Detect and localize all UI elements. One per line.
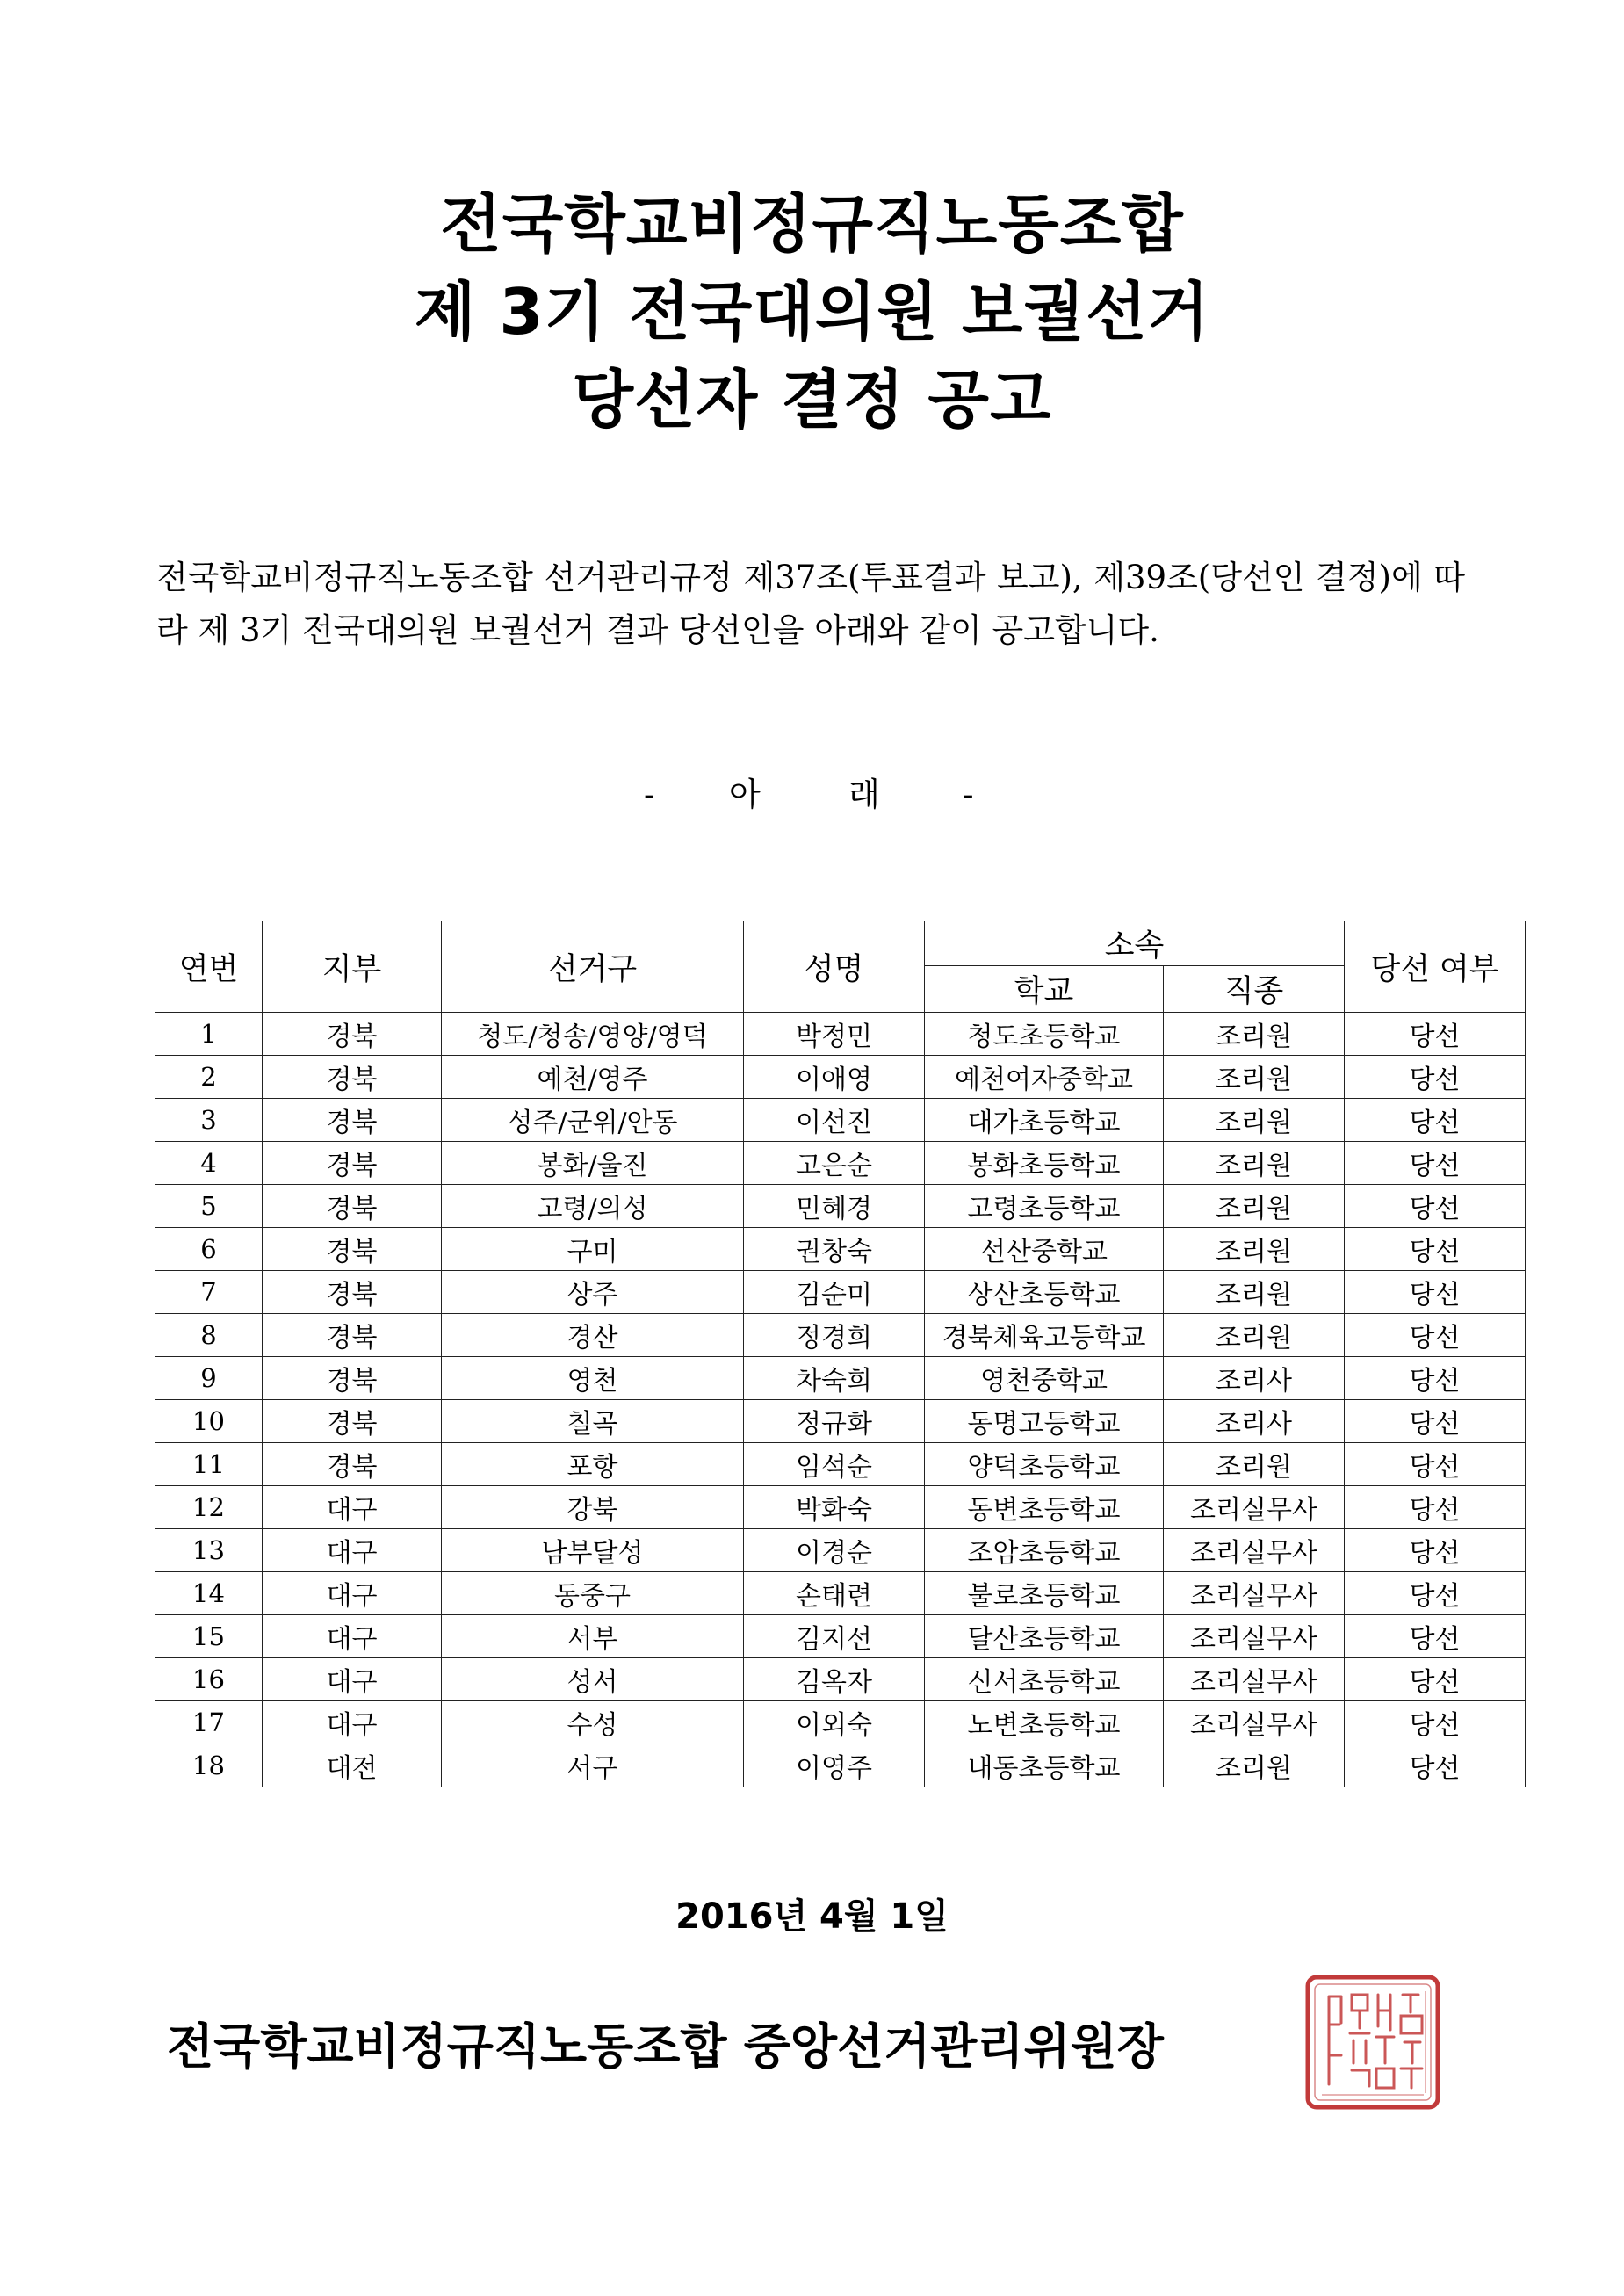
cell-name: 김옥자 bbox=[744, 1658, 925, 1701]
header-name: 성명 bbox=[744, 921, 925, 1013]
cell-branch: 경북 bbox=[263, 1400, 442, 1443]
cell-branch: 경북 bbox=[263, 1013, 442, 1056]
cell-job: 조리원 bbox=[1164, 1013, 1345, 1056]
cell-job: 조리원 bbox=[1164, 1056, 1345, 1099]
cell-school: 청도초등학교 bbox=[925, 1013, 1164, 1056]
cell-district: 청도/청송/영양/영덕 bbox=[442, 1013, 744, 1056]
cell-district: 수성 bbox=[442, 1701, 744, 1744]
cell-district: 동중구 bbox=[442, 1572, 744, 1615]
cell-school: 예천여자중학교 bbox=[925, 1056, 1164, 1099]
cell-no: 17 bbox=[155, 1701, 263, 1744]
document-title bbox=[0, 180, 1624, 444]
signer-title: 전국학교비정규직노동조합 중앙선거관리위원장 bbox=[167, 2018, 1164, 2075]
cell-school: 동변초등학교 bbox=[925, 1486, 1164, 1529]
cell-district: 구미 bbox=[442, 1228, 744, 1271]
cell-result: 당선 bbox=[1345, 1658, 1526, 1701]
title-line-2: 제 3기 전국대의원 보궐선거 bbox=[414, 275, 1210, 349]
cell-name: 김순미 bbox=[744, 1271, 925, 1314]
title-line-3: 당선자 결정 공고 bbox=[572, 363, 1052, 437]
cell-name: 차숙희 bbox=[744, 1357, 925, 1400]
cell-name: 임석순 bbox=[744, 1443, 925, 1486]
table-row bbox=[155, 1271, 1526, 1314]
cell-name: 박정민 bbox=[744, 1013, 925, 1056]
cell-school: 신서초등학교 bbox=[925, 1658, 1164, 1701]
cell-no: 4 bbox=[155, 1142, 263, 1185]
cell-branch: 대구 bbox=[263, 1658, 442, 1701]
cell-district: 포항 bbox=[442, 1443, 744, 1486]
cell-result: 당선 bbox=[1345, 1013, 1526, 1056]
table-row bbox=[155, 1013, 1526, 1056]
table-row bbox=[155, 1142, 1526, 1185]
cell-branch: 대구 bbox=[263, 1701, 442, 1744]
cell-school: 영천중학교 bbox=[925, 1357, 1164, 1400]
cell-no: 11 bbox=[155, 1443, 263, 1486]
cell-name: 정규화 bbox=[744, 1400, 925, 1443]
cell-no: 14 bbox=[155, 1572, 263, 1615]
cell-district: 봉화/울진 bbox=[442, 1142, 744, 1185]
table-row bbox=[155, 1572, 1526, 1615]
below-marker-dash-left: - bbox=[644, 776, 655, 813]
cell-name: 이외숙 bbox=[744, 1701, 925, 1744]
cell-job: 조리원 bbox=[1164, 1744, 1345, 1787]
cell-branch: 경북 bbox=[263, 1314, 442, 1357]
cell-branch: 경북 bbox=[263, 1357, 442, 1400]
notice-date: 2016년 4월 1일 bbox=[675, 1896, 949, 1937]
table-row bbox=[155, 1744, 1526, 1787]
table-row bbox=[155, 1314, 1526, 1357]
cell-district: 남부달성 bbox=[442, 1529, 744, 1572]
cell-name: 민혜경 bbox=[744, 1185, 925, 1228]
cell-school: 선산중학교 bbox=[925, 1228, 1164, 1271]
header-branch: 지부 bbox=[263, 921, 442, 1013]
cell-district: 경산 bbox=[442, 1314, 744, 1357]
cell-job: 조리실무사 bbox=[1164, 1529, 1345, 1572]
cell-job: 조리원 bbox=[1164, 1314, 1345, 1357]
results-table-body bbox=[155, 1013, 1526, 1787]
cell-no: 6 bbox=[155, 1228, 263, 1271]
below-marker bbox=[0, 769, 1624, 821]
cell-job: 조리원 bbox=[1164, 1271, 1345, 1314]
cell-job: 조리원 bbox=[1164, 1228, 1345, 1271]
table-row bbox=[155, 1228, 1526, 1271]
cell-job: 조리원 bbox=[1164, 1443, 1345, 1486]
cell-school: 불로초등학교 bbox=[925, 1572, 1164, 1615]
cell-name: 박화숙 bbox=[744, 1486, 925, 1529]
header-school: 학교 bbox=[925, 966, 1164, 1013]
cell-no: 3 bbox=[155, 1099, 263, 1142]
below-marker-a: 아 bbox=[729, 776, 761, 813]
cell-branch: 경북 bbox=[263, 1228, 442, 1271]
cell-name: 손태련 bbox=[744, 1572, 925, 1615]
cell-name: 이애영 bbox=[744, 1056, 925, 1099]
cell-result: 당선 bbox=[1345, 1443, 1526, 1486]
header-no: 연번 bbox=[155, 921, 263, 1013]
cell-job: 조리실무사 bbox=[1164, 1701, 1345, 1744]
cell-district: 성서 bbox=[442, 1658, 744, 1701]
title-line-1: 전국학교비정규직노동조합 bbox=[440, 187, 1184, 261]
cell-job: 조리원 bbox=[1164, 1185, 1345, 1228]
header-district: 선거구 bbox=[442, 921, 744, 1013]
cell-job: 조리사 bbox=[1164, 1400, 1345, 1443]
cell-result: 당선 bbox=[1345, 1486, 1526, 1529]
cell-no: 1 bbox=[155, 1013, 263, 1056]
cell-name: 이영주 bbox=[744, 1744, 925, 1787]
table-row bbox=[155, 1400, 1526, 1443]
cell-district: 상주 bbox=[442, 1271, 744, 1314]
cell-result: 당선 bbox=[1345, 1142, 1526, 1185]
header-result: 당선 여부 bbox=[1345, 921, 1526, 1013]
intro-paragraph: 전국학교비정규직노동조합 선거관리규정 제37조(투표결과 보고), 제39조(당선인 결정)에 따라 제 3기 전국대의원 보궐선거 결과 당선인을 아래와 같이 공고합니다. bbox=[156, 559, 1465, 649]
cell-school: 내동초등학교 bbox=[925, 1744, 1164, 1787]
cell-result: 당선 bbox=[1345, 1271, 1526, 1314]
cell-result: 당선 bbox=[1345, 1228, 1526, 1271]
cell-school: 고령초등학교 bbox=[925, 1185, 1164, 1228]
cell-result: 당선 bbox=[1345, 1314, 1526, 1357]
table-row bbox=[155, 1701, 1526, 1744]
cell-district: 강북 bbox=[442, 1486, 744, 1529]
table-row bbox=[155, 1185, 1526, 1228]
cell-name: 김지선 bbox=[744, 1615, 925, 1658]
cell-name: 이경순 bbox=[744, 1529, 925, 1572]
below-marker-rae: 래 bbox=[848, 776, 880, 813]
cell-result: 당선 bbox=[1345, 1099, 1526, 1142]
cell-no: 8 bbox=[155, 1314, 263, 1357]
cell-no: 7 bbox=[155, 1271, 263, 1314]
table-row bbox=[155, 1099, 1526, 1142]
cell-no: 15 bbox=[155, 1615, 263, 1658]
table-row bbox=[155, 1056, 1526, 1099]
header-affiliation: 소속 bbox=[925, 921, 1345, 966]
cell-no: 18 bbox=[155, 1744, 263, 1787]
cell-result: 당선 bbox=[1345, 1701, 1526, 1744]
cell-no: 13 bbox=[155, 1529, 263, 1572]
cell-district: 서구 bbox=[442, 1744, 744, 1787]
cell-branch: 경북 bbox=[263, 1443, 442, 1486]
table-row bbox=[155, 1357, 1526, 1400]
cell-result: 당선 bbox=[1345, 1744, 1526, 1787]
cell-result: 당선 bbox=[1345, 1529, 1526, 1572]
seal-graphic bbox=[1303, 1972, 1443, 2112]
cell-job: 조리원 bbox=[1164, 1099, 1345, 1142]
cell-result: 당선 bbox=[1345, 1400, 1526, 1443]
cell-name: 이선진 bbox=[744, 1099, 925, 1142]
cell-school: 상산초등학교 bbox=[925, 1271, 1164, 1314]
cell-branch: 경북 bbox=[263, 1099, 442, 1142]
table-row bbox=[155, 1443, 1526, 1486]
cell-district: 고령/의성 bbox=[442, 1185, 744, 1228]
cell-no: 9 bbox=[155, 1357, 263, 1400]
cell-school: 경북체육고등학교 bbox=[925, 1314, 1164, 1357]
cell-school: 달산초등학교 bbox=[925, 1615, 1164, 1658]
cell-branch: 대구 bbox=[263, 1615, 442, 1658]
cell-branch: 경북 bbox=[263, 1056, 442, 1099]
cell-school: 양덕초등학교 bbox=[925, 1443, 1164, 1486]
cell-branch: 경북 bbox=[263, 1142, 442, 1185]
cell-no: 16 bbox=[155, 1658, 263, 1701]
cell-job: 조리사 bbox=[1164, 1357, 1345, 1400]
cell-school: 봉화초등학교 bbox=[925, 1142, 1164, 1185]
cell-job: 조리원 bbox=[1164, 1142, 1345, 1185]
cell-no: 10 bbox=[155, 1400, 263, 1443]
cell-job: 조리실무사 bbox=[1164, 1572, 1345, 1615]
cell-result: 당선 bbox=[1345, 1185, 1526, 1228]
table-row bbox=[155, 1529, 1526, 1572]
cell-name: 권창숙 bbox=[744, 1228, 925, 1271]
cell-district: 성주/군위/안동 bbox=[442, 1099, 744, 1142]
table-row bbox=[155, 1658, 1526, 1701]
cell-no: 2 bbox=[155, 1056, 263, 1099]
cell-job: 조리실무사 bbox=[1164, 1615, 1345, 1658]
cell-branch: 대구 bbox=[263, 1486, 442, 1529]
cell-district: 서부 bbox=[442, 1615, 744, 1658]
cell-job: 조리실무사 bbox=[1164, 1486, 1345, 1529]
cell-branch: 대전 bbox=[263, 1744, 442, 1787]
cell-district: 영천 bbox=[442, 1357, 744, 1400]
cell-branch: 경북 bbox=[263, 1271, 442, 1314]
official-seal-icon bbox=[1303, 1972, 1443, 2112]
header-job: 직종 bbox=[1164, 966, 1345, 1013]
cell-name: 고은순 bbox=[744, 1142, 925, 1185]
cell-district: 칠곡 bbox=[442, 1400, 744, 1443]
cell-branch: 대구 bbox=[263, 1529, 442, 1572]
cell-branch: 경북 bbox=[263, 1185, 442, 1228]
cell-school: 동명고등학교 bbox=[925, 1400, 1164, 1443]
table-row bbox=[155, 1615, 1526, 1658]
cell-result: 당선 bbox=[1345, 1357, 1526, 1400]
cell-school: 노변초등학교 bbox=[925, 1701, 1164, 1744]
below-marker-dash-right: - bbox=[963, 776, 974, 813]
cell-result: 당선 bbox=[1345, 1572, 1526, 1615]
cell-job: 조리실무사 bbox=[1164, 1658, 1345, 1701]
cell-name: 정경희 bbox=[744, 1314, 925, 1357]
cell-school: 조암초등학교 bbox=[925, 1529, 1164, 1572]
cell-no: 5 bbox=[155, 1185, 263, 1228]
table-row bbox=[155, 1486, 1526, 1529]
cell-no: 12 bbox=[155, 1486, 263, 1529]
cell-branch: 대구 bbox=[263, 1572, 442, 1615]
cell-result: 당선 bbox=[1345, 1615, 1526, 1658]
cell-school: 대가초등학교 bbox=[925, 1099, 1164, 1142]
cell-district: 예천/영주 bbox=[442, 1056, 744, 1099]
results-table bbox=[155, 921, 1526, 1787]
cell-result: 당선 bbox=[1345, 1056, 1526, 1099]
